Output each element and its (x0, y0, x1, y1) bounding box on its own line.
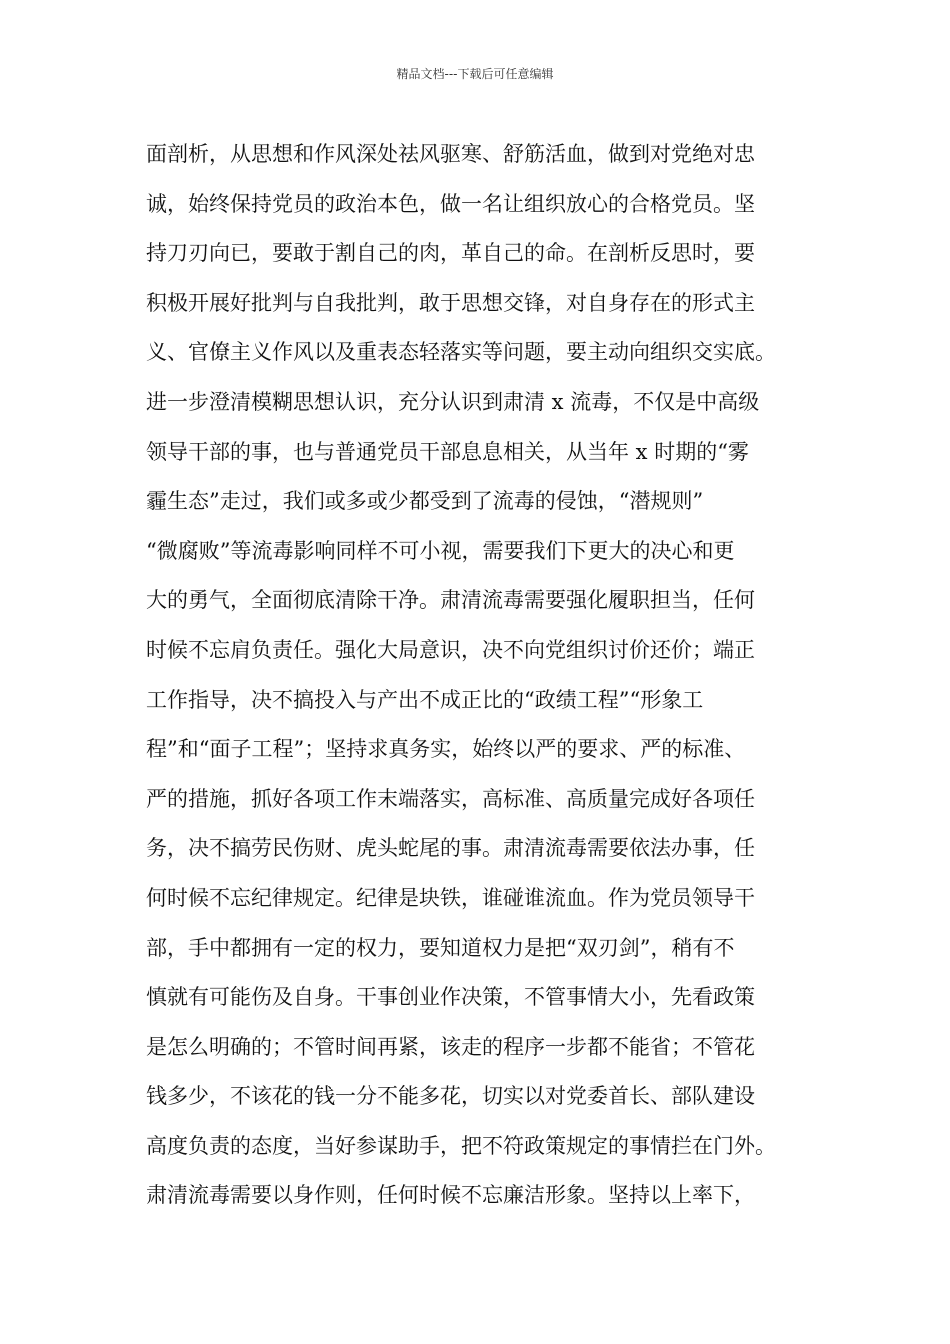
body-line: 高度负责的态度，当好参谋助手，把不符政策规定的事情拦在门外。 (146, 1133, 776, 1158)
body-line: 肃清流毒需要以身作则，任何时候不忘廉洁形象。坚持以上率下， (146, 1183, 755, 1208)
body-line: 进一步澄清模糊思想认识，充分认识到肃清 x 流毒，不仅是中高级 (146, 389, 760, 414)
page-header: 精品文档---下载后可任意编辑 (396, 67, 554, 81)
body-line: 慎就有可能伤及自身。干事创业作决策，不管事情大小，先看政策 (146, 985, 755, 1010)
body-line: 时候不忘肩负责任。强化大局意识，决不向党组织讨价还价；端正 (146, 637, 755, 662)
body-line: “微腐败”等流毒影响同样不可小视，需要我们下更大的决心和更 (146, 538, 735, 563)
body-line: 是怎么明确的；不管时间再紧，该走的程序一步都不能省；不管花 (146, 1034, 755, 1059)
body-line: 何时候不忘纪律规定。纪律是块铁，谁碰谁流血。作为党员领导干 (146, 885, 755, 910)
body-line: 诚，始终保持党员的政治本色，做一名让组织放心的合格党员。坚 (146, 191, 755, 216)
body-line: 持刀刃向已，要敢于割自己的肉，革自己的命。在剖析反思时，要 (146, 241, 755, 266)
body-line: 领导干部的事，也与普通党员干部息息相关，从当年 x 时期的“雾 (146, 439, 749, 464)
body-line: 工作指导，决不搞投入与产出不成正比的“政绩工程”“形象工 (146, 687, 704, 712)
body-line: 霾生态”走过，我们或多或少都受到了流毒的侵蚀，“潜规则” (146, 489, 704, 514)
body-line: 程”和“面子工程”；坚持求真务实，始终以严的要求、严的标准、 (146, 737, 746, 762)
document-body (146, 130, 836, 1221)
body-line: 面剖析，从思想和作风深处祛风驱寒、舒筋活血，做到对党绝对忠 (146, 142, 755, 166)
body-line: 部，手中都拥有一定的权力，要知道权力是把“双刃剑”，稍有不 (146, 935, 735, 960)
body-line: 务，决不搞劳民伤财、虎头蛇尾的事。肃清流毒需要依法办事，任 (146, 836, 755, 861)
body-line: 大的勇气，全面彻底清除干净。肃清流毒需要强化履职担当，任何 (146, 588, 755, 613)
body-line: 严的措施，抓好各项工作末端落实，高标准、高质量完成好各项任 (146, 786, 755, 811)
body-line: 钱多少，不该花的钱一分不能多花，切实以对党委首长、部队建设 (146, 1084, 755, 1109)
body-line: 义、官僚主义作风以及重表态轻落实等问题，要主动向组织交实底。 (146, 340, 776, 365)
body-line: 积极开展好批判与自我批判，敢于思想交锋，对自身存在的形式主 (146, 290, 755, 315)
